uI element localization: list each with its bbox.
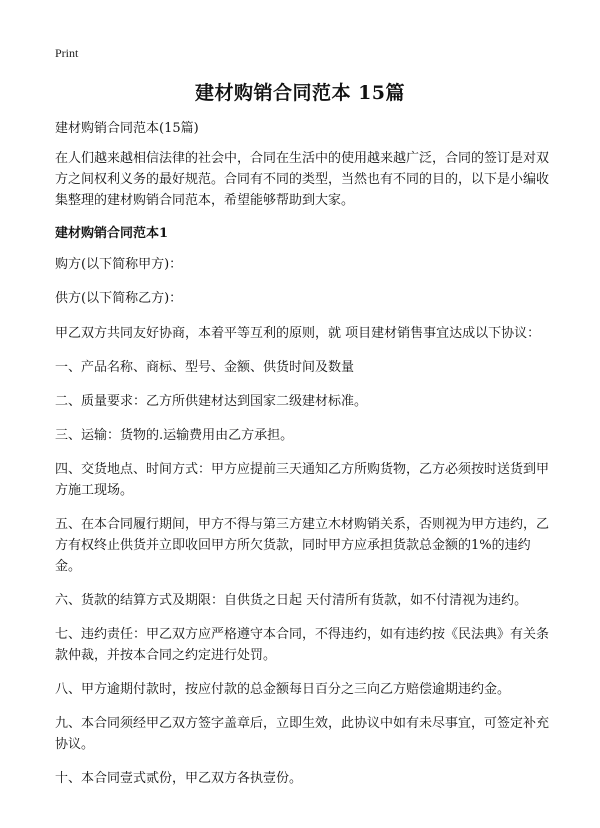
intro-paragraph: 在人们越来越相信法律的社会中，合同在生活中的使用越来越广泛，合同的签订是对双方之间权利义务的最好规范。合同有不同的类型，当然也有不同的目的，以下是小编收集整理的建材购销合同范本，希望能够帮助到大家。	[55, 151, 550, 208]
document-body	[55, 118, 550, 802]
clause-4: 四、交货地点、时间方式：甲方应提前三天通知乙方所购货物，乙方必须按时送货到甲方施工现场。	[55, 462, 550, 498]
page-title: 建材购销合同范本 15篇	[194, 82, 406, 104]
clause-2: 二、质量要求：乙方所供建材达到国家二级建材标准。	[55, 394, 368, 409]
clause-3: 三、运输：货物的.运输费用由乙方承担。	[55, 428, 294, 443]
clause-10: 十、本合同壹式贰份，甲乙双方各执壹份。	[55, 771, 303, 786]
section-heading: 建材购销合同范本1	[55, 226, 169, 241]
clause-7: 七、违约责任：甲乙双方应严格遵守本合同，不得违约，如有违约按《民法典》有关条款仲裁，并按本合同之约定进行处罚。	[55, 627, 550, 663]
document-subtitle: 建材购销合同范本(15篇)	[55, 121, 199, 136]
clause-1: 一、产品名称、商标、型号、金额、供货时间及数量	[55, 360, 355, 375]
clause-6: 六、货款的结算方式及期限：自供货之日起 天付清所有货款，如不付清视为违约。	[55, 593, 528, 608]
clause-8: 八、甲方逾期付款时，按应付款的总金额每日百分之三向乙方赔偿逾期违约金。	[55, 682, 511, 697]
print-link[interactable]: Print	[55, 46, 79, 60]
seller-line: 供方(以下简称乙方)：	[55, 291, 183, 306]
clause-5: 五、在本合同履行期间，甲方不得与第三方建立木材购销关系，否则视为甲方违约，乙方有权终止供货并立即收回甲方所欠货款，同时甲方应承担货款总金额的1%的违约金。	[55, 517, 550, 574]
buyer-line: 购方(以下简称甲方)：	[55, 257, 183, 272]
clause-9: 九、本合同须经甲乙双方签字盖章后，立即生效，此协议中如有未尽事宜，可签定补充协议。	[55, 716, 550, 752]
clause-preamble: 甲乙双方共同友好协商，本着平等互利的原则，就 项目建材销售事宜达成以下协议：	[55, 326, 541, 341]
